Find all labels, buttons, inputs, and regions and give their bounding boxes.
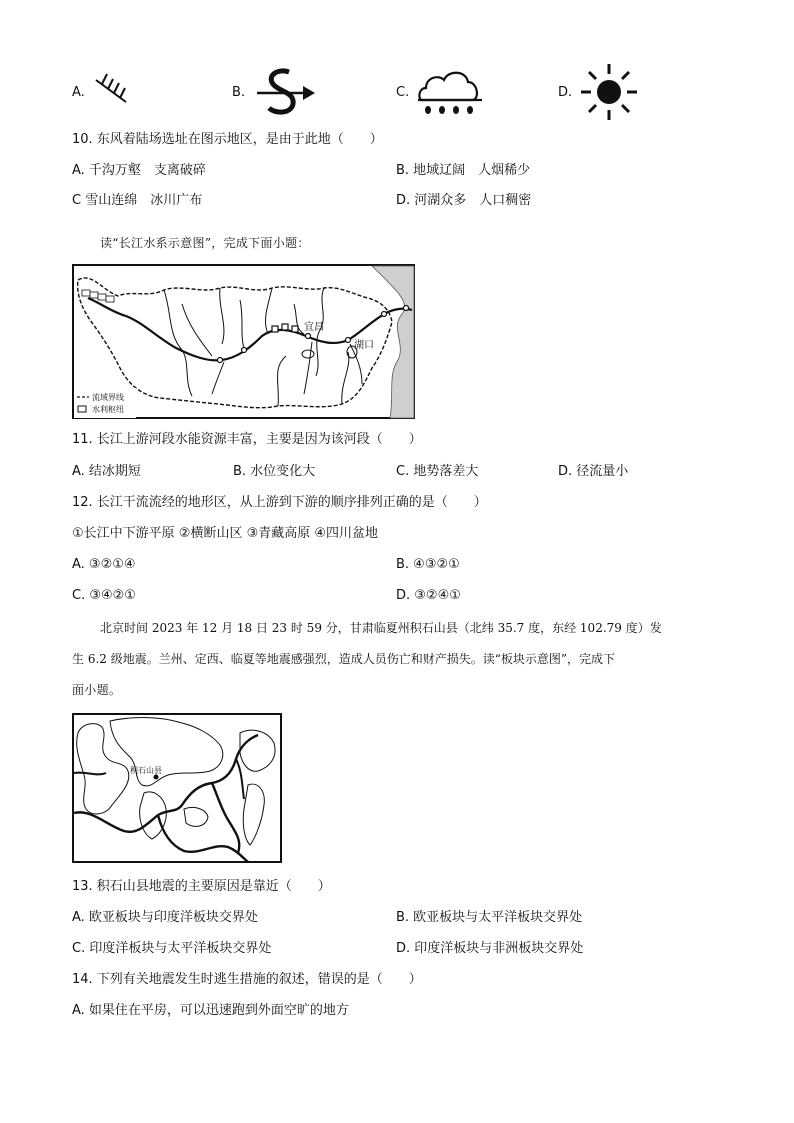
plate-map	[72, 713, 282, 863]
rain-cloud-icon	[416, 66, 486, 116]
q10-option-c: C 雪山连绵 冰川广布	[72, 193, 203, 208]
option-d-label: D.	[558, 85, 573, 100]
q14-stem: 14. 下列有关地震发生时逃生措施的叙述，错误的是（ ）	[72, 972, 422, 987]
map1-city-yichang: 宜昌	[304, 322, 324, 333]
q13-option-d: D. 印度洋板块与非洲板块交界处	[396, 941, 584, 956]
legend-dam-icon	[78, 406, 86, 412]
q12-items: ①长江中下游平原 ②横断山区 ③青藏高原 ④四川盆地	[72, 526, 379, 541]
sandstorm-icon	[255, 66, 319, 120]
q12-option-a: A. ③②①④	[72, 557, 136, 572]
intro-earthquake-line3: 面小题。	[72, 683, 122, 697]
option-b-label: B.	[232, 85, 246, 100]
q10-option-a: A. 千沟万壑 支离破碎	[72, 163, 206, 178]
q13-option-b: B. 欧亚板块与太平洋板块交界处	[396, 910, 583, 925]
q12-stem: 12. 长江干流流经的地形区，从上游到下游的顺序排列正确的是（ ）	[72, 495, 487, 510]
q13-option-c: C. 印度洋板块与太平洋板块交界处	[72, 941, 272, 956]
intro-yangtze: 读“长江水系示意图”，完成下面小题：	[100, 236, 310, 250]
q14-option-a: A. 如果住在平房，可以迅速跑到外面空旷的地方	[72, 1003, 349, 1018]
jishishan-marker-icon	[154, 775, 159, 780]
sun-icon	[578, 62, 640, 122]
q13-option-a: A. 欧亚板块与印度洋板块交界处	[72, 910, 258, 925]
q12-option-c: C. ③④②①	[72, 588, 136, 603]
map2-label-jishishan: 积石山县	[130, 766, 162, 775]
option-a-label: A.	[72, 85, 85, 100]
option-c-label: C.	[396, 85, 410, 100]
q12-option-d: D. ③②④①	[396, 588, 461, 603]
wind-barb-icon	[92, 68, 132, 108]
q12-option-b: B. ④③②①	[396, 557, 460, 572]
intro-earthquake-line1: 北京时间 2023 年 12 月 18 日 23 时 59 分，甘肃临夏州积石山县（北纬 35.7 度，东经 102.79 度）发	[100, 621, 662, 635]
q10-option-b: B. 地域辽阔 人烟稀少	[396, 163, 531, 178]
map1-city-hukou: 湖口	[354, 340, 374, 351]
q11-option-a: A. 结冰期短	[72, 464, 141, 479]
q13-stem: 13. 积石山县地震的主要原因是靠近（ ）	[72, 879, 331, 894]
q11-stem: 11. 长江上游河段水能资源丰富，主要是因为该河段（ ）	[72, 432, 422, 447]
q11-option-c: C. 地势落差大	[396, 464, 479, 479]
yangtze-river-map	[72, 264, 415, 419]
q11-option-b: B. 水位变化大	[233, 464, 316, 479]
map1-legend-dam: 水利枢纽	[92, 405, 124, 414]
q10-option-d: D. 河湖众多 人口稠密	[396, 193, 532, 208]
intro-earthquake-line2: 生 6.2 级地震。兰州、定西、临夏等地震感强烈，造成人员伤亡和财产损失。读“板块示意图”，完成下	[72, 652, 615, 666]
q10-stem: 10. 东风着陆场选址在图示地区，是由于此地（ ）	[72, 132, 383, 147]
q11-option-d: D. 径流量小	[558, 464, 629, 479]
map1-legend-boundary: 流域界线	[92, 393, 124, 402]
